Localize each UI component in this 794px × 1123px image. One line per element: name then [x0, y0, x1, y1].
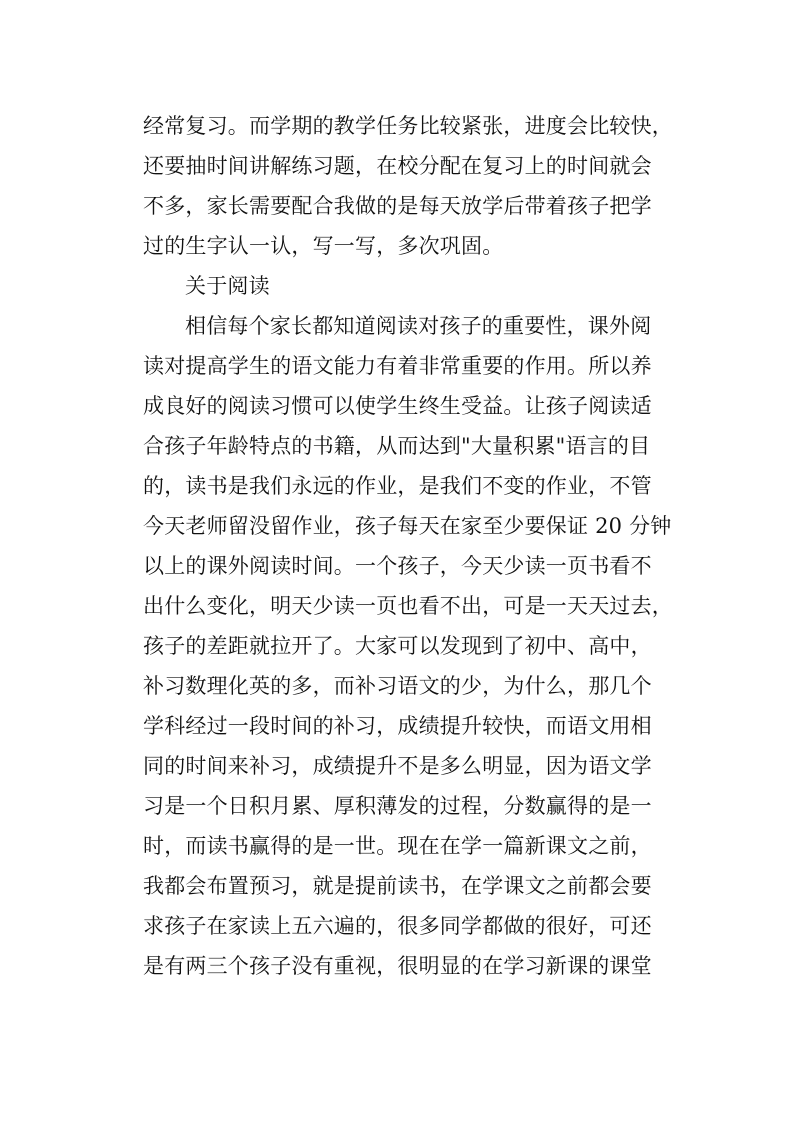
text-line: 不多，家长需要配合我做的是每天放学后带着孩子把学	[143, 194, 652, 218]
text-line: 合孩子年龄特点的书籍，从而达到"大量积累"语言的目	[143, 434, 651, 458]
text-line: 以上的课外阅读时间。一个孩子，今天少读一页书看不	[143, 554, 652, 578]
section-heading: 关于阅读	[185, 274, 270, 298]
text-line: 习是一个日积月累、厚积薄发的过程，分数赢得的是一	[143, 794, 652, 818]
text-line: 同的时间来补习，成绩提升不是多么明显，因为语文学	[143, 754, 652, 778]
text-line: 的，读书是我们永远的作业，是我们不变的作业，不管	[143, 474, 652, 498]
paragraph-first-line: 相信每个家长都知道阅读对孩子的重要性，课外阅	[185, 314, 652, 338]
text-line: 时，而读书赢得的是一世。现在在学一篇新课文之前，	[143, 834, 652, 858]
text-line: 补习数理化英的多，而补习语文的少，为什么，那几个	[143, 674, 652, 698]
text-line: 经常复习。而学期的教学任务比较紧张，进度会比较快，	[143, 114, 673, 138]
text-line: 今天老师留没留作业，孩子每天在家至少要保证 20 分钟	[143, 514, 672, 538]
text-line: 读对提高学生的语文能力有着非常重要的作用。所以养	[143, 354, 652, 378]
text-line: 过的生字认一认，写一写，多次巩固。	[143, 234, 504, 258]
text-line: 我都会布置预习，就是提前读书，在学课文之前都会要	[143, 874, 652, 898]
text-line: 孩子的差距就拉开了。大家可以发现到了初中、高中，	[143, 634, 652, 658]
text-line: 还要抽时间讲解练习题，在校分配在复习上的时间就会	[143, 154, 652, 178]
text-line: 成良好的阅读习惯可以使学生终生受益。让孩子阅读适	[143, 394, 652, 418]
text-line: 学科经过一段时间的补习，成绩提升较快，而语文用相	[143, 714, 652, 738]
text-line: 求孩子在家读上五六遍的，很多同学都做的很好，可还	[143, 914, 652, 938]
text-line: 是有两三个孩子没有重视，很明显的在学习新课的课堂	[143, 954, 652, 978]
text-line: 出什么变化，明天少读一页也看不出，可是一天天过去，	[143, 594, 673, 618]
